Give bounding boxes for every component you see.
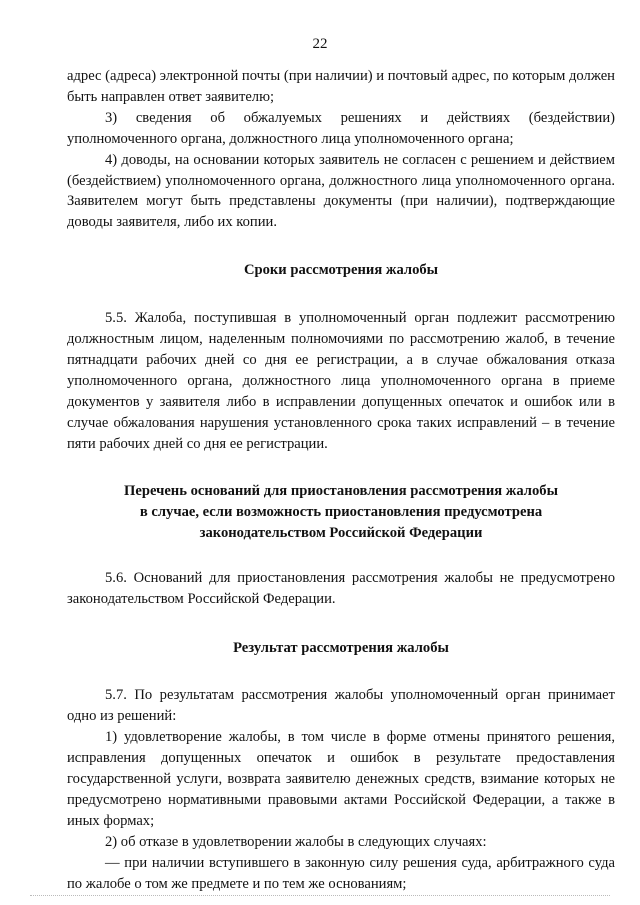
section-heading-suspension — [67, 481, 615, 544]
document-body — [67, 66, 615, 894]
page-number: 22 — [312, 36, 328, 52]
paragraph-result-1: 1) удовлетворение жалобы, в том числе в форме отмены принятого решения, исправления допущенных опечаток и ошибок в результате предоставления государственной услуги, возврата заявителю денежных средств, взимание которых не предусмотрено нормативными правовыми актами Российской Федерации, а также в иных формах; — [67, 729, 615, 829]
paragraph-address-continuation: адрес (адреса) электронной почты (при наличии) и почтовый адрес, по которым должен быть направлен ответ заявителю; — [67, 68, 615, 105]
paragraph-item-4: 4) доводы, на основании которых заявитель не согласен с решением и действием (бездействием) уполномоченного органа, должностного лица уполномоченного органа. Заявителем могут быть представлены документы (при наличии), подтверждающие доводы заявителя, либо их копии. — [67, 151, 615, 231]
paragraph-result-2-dash: — при наличии вступившего в законную силу решения суда, арбитражного суда по жалобе о том же предмете и по тем же основаниям; — [67, 854, 615, 892]
heading-line: законодательством Российской Федерации — [199, 524, 483, 541]
heading-line: Перечень оснований для приостановления рассмотрения жалобы — [124, 482, 558, 499]
paragraph-5-5: 5.5. Жалоба, поступившая в уполномоченный орган подлежит рассмотрению должностным лицом, наделенным полномочиями по рассмотрению жалоб, в течение пятнадцати рабочих дней со дня ее регистрации, а в случае обжалования отказа уполномоченного органа, должностного лица уполномоченного органа в приеме документов у заявителя либо в исправлении допущенных опечаток и ошибок или в случае обжалования нарушения установленного срока таких исправлений – в течение пяти рабочих дней со дня ее регистрации. — [67, 310, 615, 452]
paragraph-item-3: 3) сведения об обжалуемых решениях и действиях (бездействии) уполномоченного органа, должностного лица уполномоченного органа; — [67, 109, 615, 147]
heading-line: в случае, если возможность приостановления предусмотрена — [139, 503, 543, 520]
paragraph-result-2: 2) об отказе в удовлетворении жалобы в следующих случаях: — [105, 833, 487, 850]
paragraph-5-6: 5.6. Оснований для приостановления рассмотрения жалобы не предусмотрено законодательством Российской Федерации. — [67, 569, 615, 607]
section-heading-result: Результат рассмотрения жалобы — [233, 640, 449, 657]
section-heading-terms: Сроки рассмотрения жалобы — [243, 262, 439, 279]
paragraph-5-7: 5.7. По результатам рассмотрения жалобы уполномоченный орган принимает одно из решений: — [67, 687, 615, 725]
scan-edge-artifact — [30, 895, 610, 898]
